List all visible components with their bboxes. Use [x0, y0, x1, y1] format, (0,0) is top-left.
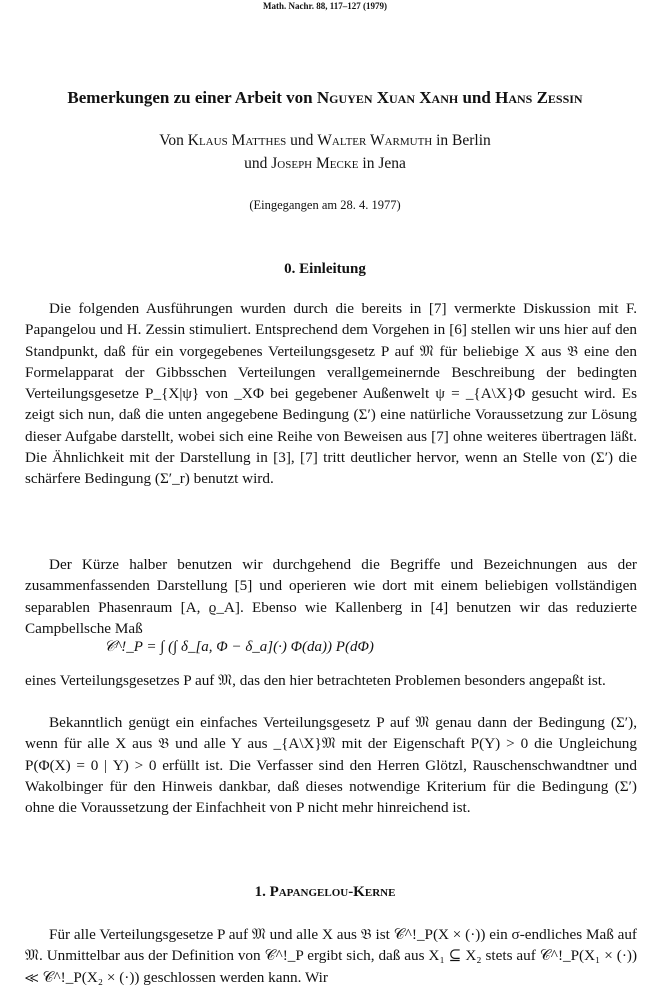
author-line-1 — [0, 132, 650, 150]
section-heading-papangelou — [0, 884, 650, 901]
received-date: (Eingegangen am 28. 4. 1977) — [249, 198, 401, 212]
paragraph-section1-1-text: Für alle Verteilungsgesetze P auf 𝔐 und alle X aus 𝔅 ist 𝒞^!_P(X × (·)) ein σ-endliches Maß auf 𝔐. Unmittelbar aus der Definition von 𝒞^!_P ergibt sich, daß aus X₁ ⊆ X₂ stets auf 𝒞^!_P(X₁ × (·)) ≪ 𝒞^!_P(X₂ × (·)) geschlossen werden kann. Wir — [25, 926, 637, 986]
paragraph-intro-4 — [25, 712, 637, 818]
authors-von: Von — [159, 132, 184, 149]
authors-place-berlin: in Berlin — [436, 132, 491, 149]
section-heading-einleitung: 0. Einleitung — [284, 261, 366, 277]
paper-title — [0, 88, 650, 108]
paragraph-intro-1-text: Die folgenden Ausführungen wurden durch die bereits in [7] vermerkte Diskussion mit F. Papangelou und H. Zessin stimuliert. Entsprechend dem Vorgehen in [6] stellen wir uns hier auf den Standpunkt, daß für ein vorgegebenes Verteilungsgesetz P auf 𝔐 für beliebige X aus 𝔅 eine den Formelapparat der Gibbsschen Verteilungen verallgemeinernde Beschreibung der bedingten Verteilungsgesetze P_{X|ψ} von _XΦ bei gegebener Außenwelt ψ = _{A\X}Φ gesucht wird. Es zeigt sich nun, daß die unten angegebene Bedingung (Σ′) eine natürliche Voraussetzung zur Lösung dieser Aufgabe darstellt, wobei sich eine Reihe von Beweisen aus [7] ohne weiteres übertragen läßt. Die Ähnlichkeit mit der Darstellung in [3], [7] tritt deutlicher hervor, wenn an Stelle von (Σ′) die schärfere Bedingung (Σ′_r) benutzt wird. — [25, 300, 637, 488]
section-heading-papangelou-text: 1. Papangelou-Kerne — [254, 884, 396, 900]
authors-place-jena: in Jena — [362, 155, 406, 172]
title-lead: Bemerkungen zu einer Arbeit von — [67, 88, 313, 107]
paragraph-intro-4-text: Bekanntlich genügt ein einfaches Verteilungsgesetz P auf 𝔐 genau dann der Bedingung (Σ′), wenn für alle X aus 𝔅 und alle Y aus _{A\X}𝔐 mit der Eigenschaft P(Y) > 0 die Ungleichung P(Φ(X) = 0 | Y) > 0 erfüllt ist. Die Verfasser sind den Herren Glötzl, Rauschenschwandtner und Wakolbinger für den Hinweis dankbar, daß dieses notwendige Kriterium für die Bedingung (Σ′) ohne die Voraussetzung der Einfachheit von P nicht mehr hinreichend ist. — [25, 714, 637, 817]
paragraph-intro-1 — [25, 298, 637, 490]
paragraph-intro-2-text: Der Kürze halber benutzen wir durchgehend die Begriffe und Bezeichnungen aus der zusammenfassenden Darstellung [5] und operieren wie dort mit einem beliebigen vollständigen separablen Phasenraum [A, ϱ_A]. Ebenso wie Kallenberg in [4] benutzen wir das reduzierte Campbellsche Maß — [25, 556, 637, 637]
authors-und-1: und — [290, 132, 314, 149]
author-matthes: Klaus Matthes — [187, 132, 287, 149]
paragraph-intro-2 — [25, 554, 637, 639]
paragraph-intro-3 — [25, 670, 637, 691]
author-mecke: Joseph Mecke — [271, 155, 359, 172]
authors-und-2: und — [244, 155, 268, 172]
title-name-nguyen: Nguyen Xuan Xanh — [316, 88, 459, 107]
paragraph-section1-1 — [25, 924, 637, 988]
author-line-2 — [0, 155, 650, 173]
journal-reference: Math. Nachr. 88, 117–127 (1979) — [263, 1, 387, 11]
paragraph-intro-3-text: eines Verteilungsgesetzes P auf 𝔐, das den hier betrachteten Problemen besonders angepaßt ist. — [25, 672, 606, 689]
campbell-measure-formula: 𝒞^!_P = ∫ (∫ δ_[a, Φ − δ_a](·) Φ(da)) P(dΦ) — [104, 639, 374, 655]
title-conjunction: und — [462, 88, 491, 107]
title-name-zessin: Hans Zessin — [495, 88, 583, 107]
author-warmuth: Walter Warmuth — [317, 132, 433, 149]
